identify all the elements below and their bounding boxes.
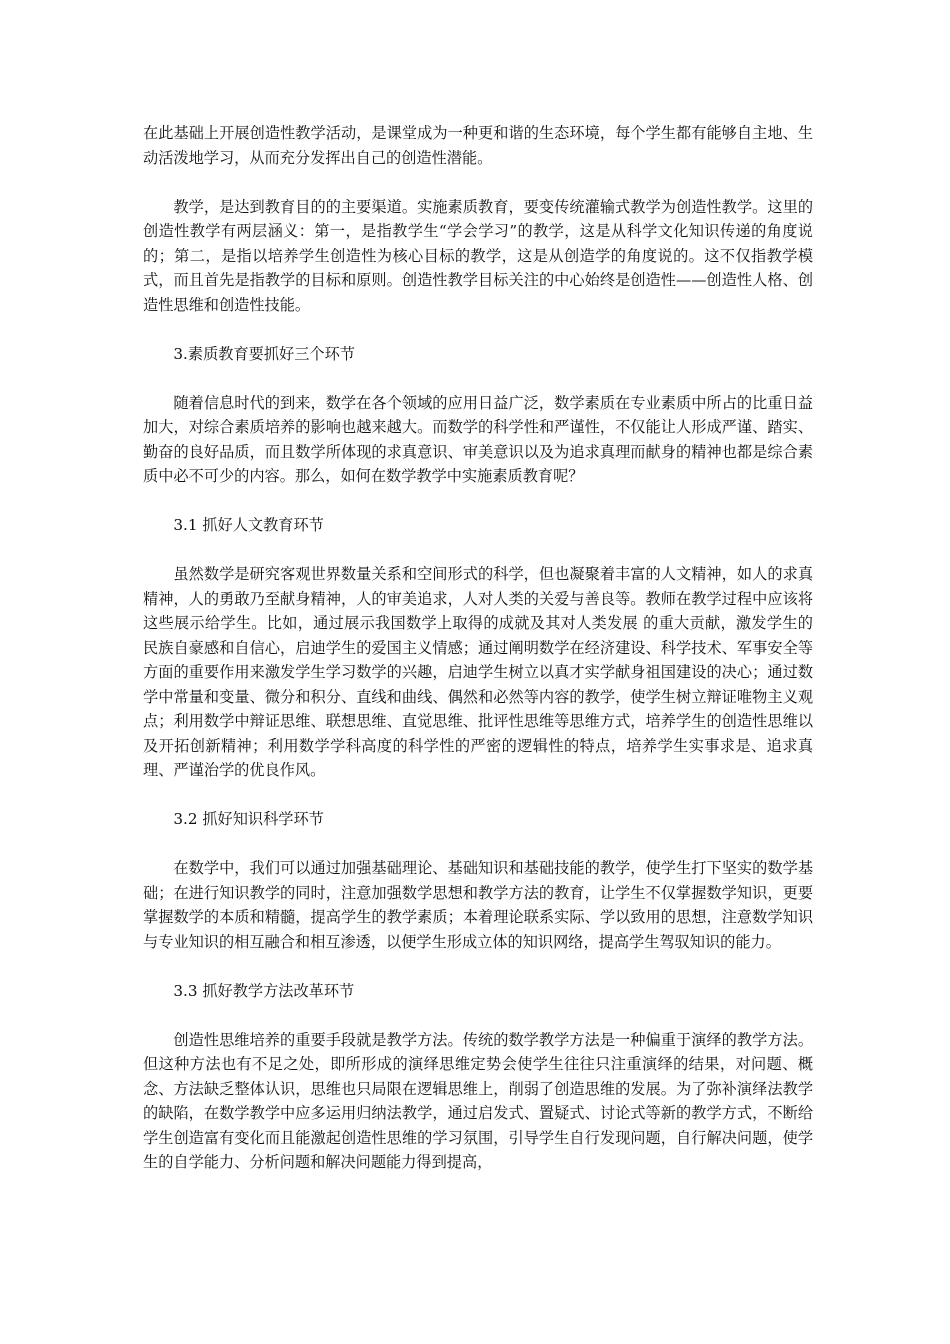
- section-heading-3-3: 3.3 抓好教学方法改革环节: [173, 981, 355, 1000]
- section-heading-3-1: 3.1 抓好人文教育环节: [173, 516, 324, 534]
- paragraph-teaching-method: 创造性思维培养的重要手段就是教学方法。传统的数学教学方法是一种偏重于演绎的教学方法。但这种方法也有不足之处，即所形成的演绎思维定势会使学生往往只注重演绎的结果，对问题、概念、方法缺乏整体认识，思维也只局限在逻辑思维上，削弱了创造思维的发展。为了弥补演绎法教学的缺陷，在数学教学中应多运用归纳法教学，通过启发式、置疑式、讨论式等新的教学方式，不断给学生创造富有变化而且能激起创造性思维的学习氛围，引导学生自行发现问题，自行解决问题，使学生的自学能力、分析问题和解决问题能力得到提高，: [143, 1030, 813, 1171]
- paragraph-humanities: 虽然数学是研究客观世界数量关系和空间形式的科学，但也凝聚着丰富的人文精神，如人的求真精神，人的勇敢乃至献身精神，人的审美追求，人对人类的关爱与善良等。教师在教学过程中应该将这些展示给学生。比如，通过展示我国数学上取得的成就及其对人类发展 的重大贡献，激发学生的民族自豪感和自信心，启迪学生的爱国主义情感；通过阐明数学在经济建设、科学技术、军事安全等方面的重要作用来激发学生学习数学的兴趣，启迪学生树立以真才实学献身祖国建设的决心；通过数学中常量和变量、微分和积分、直线和曲线、偶然和必然等内容的教学，使学生树立辩证唯物主义观点；利用数学中辩证思维、联想思维、直觉思维、批评性思维等思维方式，培养学生的创造性思维以及开拓创新精神；利用数学学科高度的科学性的严密的逻辑性的特点，培养学生实事求是、追求真理、严谨治学的优良作风。: [143, 565, 813, 779]
- paragraph-knowledge: 在数学中，我们可以通过加强基础理论、基础知识和基础技能的教学，使学生打下坚实的数学基础；在进行知识教学的同时，注意加强数学思想和教学方法的教育，让学生不仅掌握数学知识，更要掌握数学的本质和精髓，提高学生的教学素质；本着理论联系实际、学以致用的思想，注意数学知识与专业知识的相互融合和相互渗透，以便学生形成立体的知识网络，提高学生驾驭知识的能力。: [143, 859, 813, 951]
- document-body: [143, 121, 813, 1199]
- paragraph-continuation: 在此基础上开展创造性教学活动，是课堂成为一种更和谐的生态环境，每个学生都有能够自主地、生动活泼地学习，从而充分发挥出自己的创造性潜能。: [143, 124, 813, 167]
- paragraph-creative-teaching: 教学，是达到教育目的的主要渠道。实施素质教育，要变传统灌输式教学为创造性教学。这里的创造性教学有两层涵义：第一，是指教学生“学会学习”的教学，这是从科学文化知识传递的角度说的；第二，是指以培养学生创造性为核心目标的教学，这是从创造学的角度说的。这不仅指教学模式，而且首先是指教学的目标和原则。创造性教学目标关注的中心始终是创造性——创造性人格、创造性思维和创造性技能。: [143, 197, 813, 314]
- section-heading-3-2: 3.2 抓好知识科学环节: [173, 810, 324, 828]
- paragraph-math-quality: 随着信息时代的到来，数学在各个领域的应用日益广泛，数学素质在专业素质中所占的比重日益加大，对综合素质培养的影响也越来越大。而数学的科学性和严谨性，不仅能让人形成严谨、踏实、勤奋的良好品质，而且数学所体现的求真意识、审美意识以及为追求真理而献身的精神也都是综合素质中必不可少的内容。那么，如何在数学教学中实施素质教育呢？: [143, 393, 813, 485]
- section-heading-3: 3.素质教育要抓好三个环节: [173, 344, 355, 363]
